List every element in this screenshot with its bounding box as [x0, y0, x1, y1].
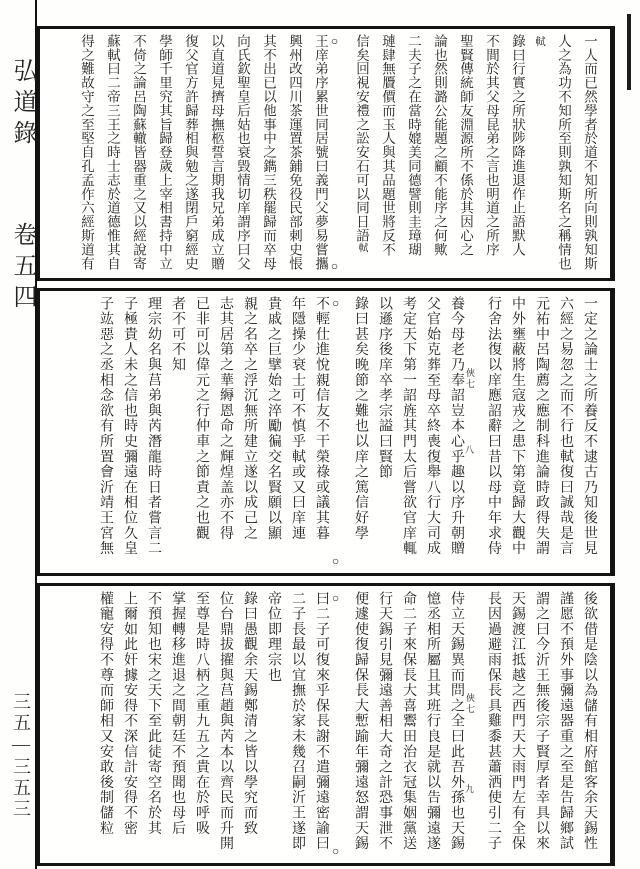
text-column: 璉肆無贗價而玉人與其品題世將反不: [380, 34, 395, 257]
text-column: 志其居第之華縟恩命之輝煌盖亦不得: [218, 296, 233, 541]
text-band-middle: [37, 288, 615, 576]
text-column: 考定天下第一詔旌其門太后嘗欲官庠輒: [401, 296, 416, 557]
text-column: 權寵安得不尊而師相又安敢後制儲粒: [98, 591, 113, 836]
text-column: 命二子來保長大喜鬻田治衣冠集姻黨送: [401, 591, 416, 852]
fold-circle-mark: ○: [330, 34, 339, 48]
text-column: 聖賢傳統師友淵源所不係於其因心之: [458, 34, 473, 257]
author-signature-column: 軾: [534, 36, 545, 47]
text-column: 謂之曰今沂王無後宗子賢厚者幸具以來: [534, 591, 549, 852]
text-column: 行天錫引見彌遠善相大奇之計恐事泄不: [377, 591, 392, 852]
text-column: 向氏欽聖皇后姑也衰毀情切庠謂序曰父: [235, 34, 250, 271]
folio-marker-top: 俠七: [465, 368, 475, 390]
text-column: 年隱操少衰士可不慎乎軾或又曰庠連: [290, 296, 305, 541]
text-column: 王庠弟序累世同居號曰義門父夢易嘗攜: [313, 34, 328, 271]
text-column: 中外壅蔽將生寇戎之患下第竟歸大觀中: [510, 296, 525, 557]
text-column: 天錫渡江抵越之西門天大雨門左有全保: [510, 591, 525, 852]
text-column: 行舍法復以庠應詔辭曰昔以母中年求侍: [486, 296, 501, 557]
text-column: 理宗幼名與莒弟與芮潛龍時日者嘗言二: [146, 296, 161, 557]
text-column: 其不出已以他事中之鐫三秩罷歸而卒母: [261, 34, 276, 271]
folio-marker-bottom: 九: [464, 784, 474, 794]
text-column: 錄曰甚矣晚節之難也以庠之篤信好學: [353, 296, 368, 541]
folio-marker-top: 俠七: [465, 693, 475, 715]
text-column: 六經之易忽之而不行也軾復曰誠哉是言: [558, 296, 573, 557]
text-column: 便遽使復歸保長大慙踰年彌遠怒謂天錫: [353, 591, 368, 852]
text-column: 不倚之論呂陶蘇轍皆器重之又以經說寄: [131, 34, 146, 271]
leaf-fold-divider: [328, 591, 343, 858]
fold-circle-mark: ○: [331, 591, 340, 605]
text-band-top: [37, 26, 615, 281]
text-band-bottom: [37, 583, 615, 866]
text-column: 子極貴人未之信也時史彌遠在相位久皇: [122, 296, 137, 557]
text-column: 一定之論士之所養反不逮古乃知後世見: [582, 296, 597, 557]
text-column: 蘇軾曰二帝三王之時士志於道德惟其自: [105, 34, 120, 271]
fold-circle-mark: ○: [330, 259, 339, 273]
text-column: 憶丞相所屬且其班行良是就以告彌遠遂: [425, 591, 440, 852]
text-column: 不間於其父母昆弟之言也明道之所序: [484, 34, 499, 257]
text-column: 侍立天錫異而問之全曰此吾外孫也天錫: [449, 591, 464, 852]
text-column: 親之名卒之浮沉無所建立遂以成己之: [242, 296, 257, 541]
text-column: 不輕仕進悅親信友不干榮祿或議其暮: [314, 296, 329, 541]
text-column: 貴戚之巨擘始之淬勵徧交名賢願以顯: [266, 296, 281, 541]
text-column: 後欲借是陰以為儲有相府館客余天錫性: [582, 591, 597, 852]
text-column: 錄曰愚觀余天錫鄭清之皆以學究而致: [242, 591, 257, 836]
text-column: 位台鼎拔擢與莒趙與芮本以齊民而升開: [218, 591, 233, 852]
fold-circle-mark: ○: [331, 296, 340, 310]
text-column: 以遜序後庠卒孝宗謚曰賢節: [377, 296, 392, 480]
text-column: 復父官方許歸葬相與勉之遂閉戶窮經史: [183, 34, 198, 271]
text-column: 養今母老乃奉詔豈本心乎趣以序升朝贈: [449, 296, 464, 557]
text-column: 論也然則潞公能題之顧不能序之何歟: [432, 34, 447, 257]
text-column: 者不可不知: [170, 296, 185, 373]
text-column: 得之難故守之至堅自孔孟作六經斯道有: [79, 34, 94, 271]
leaf-fold-divider: [328, 296, 343, 568]
volume-label: 卷五四: [9, 222, 35, 315]
text-column: 二子長最以宜撫於家未幾召嗣沂王遂即: [290, 591, 305, 852]
text-column: 學師千里究其旨歸登歲上宰相書持中立: [157, 34, 172, 271]
text-column: 父官始克葬至母卒終喪復舉八行大司成: [425, 296, 440, 557]
fold-circle-mark: ○: [331, 554, 340, 568]
text-column: 一人而已然學者於道不知所向則孰知斯: [582, 34, 597, 271]
text-column: 已非可以偉元之行仲車之節責之也觀: [194, 296, 209, 541]
text-column: 謹愿不預外事彌遠器重之至是告歸鄉試: [558, 591, 573, 852]
text-column: 子竑惡之丞相念欲有所置會沂靖王宮無: [98, 296, 113, 557]
fold-circle-mark: ○: [331, 844, 340, 858]
author-signature: 軾: [356, 242, 367, 253]
text-column: 以直道見擠母撫柩誓言期我兄弟成立贈: [209, 34, 224, 271]
text-column: 興州改四川茶運置茶鋪免役民部刺史悵: [287, 34, 302, 271]
leaf-fold-divider: [327, 34, 342, 273]
text-column: 信矣回視安禮之訟安石可以同日語軾: [354, 34, 369, 253]
text-column: 帝位即理宗也: [266, 591, 281, 683]
text-column: 至尊是時八柄之重九五之貴在於呼吸: [194, 591, 209, 836]
text-column: 二夫子之在當時媲美同德譬則圭璋瑚: [406, 34, 421, 257]
scan-edge-artifact: [627, 14, 631, 90]
folio-marker-gutter: [463, 591, 476, 858]
text-column: 人之為功不知所至則孰知斯名之稱情也: [556, 34, 571, 271]
text-column: 長因過避雨保長具雞黍甚蕭洒使引二子: [486, 591, 501, 852]
folio-marker-gutter: [463, 296, 476, 568]
folio-marker-bottom: 八: [464, 445, 474, 455]
text-column: 掌握轉移進退之間朝廷不預聞也母后: [170, 591, 185, 836]
book-title: 弘道錄: [9, 58, 35, 151]
text-column: 上爾如此奸據安得不深信計安得不密: [122, 591, 137, 836]
text-column: 曰二子可復來乎保長謝不遣彌遠密諭曰: [314, 591, 329, 852]
text-column: 錄曰行實之所狀陟降進退作止語默人: [510, 34, 525, 257]
text-column: 不預知也宋之天下至此徒寄空名於其: [146, 591, 161, 836]
page-number: 三五—三五三: [11, 692, 31, 820]
text-column: 元祐中呂陶薦之應制科進論時政得失謂: [534, 296, 549, 557]
